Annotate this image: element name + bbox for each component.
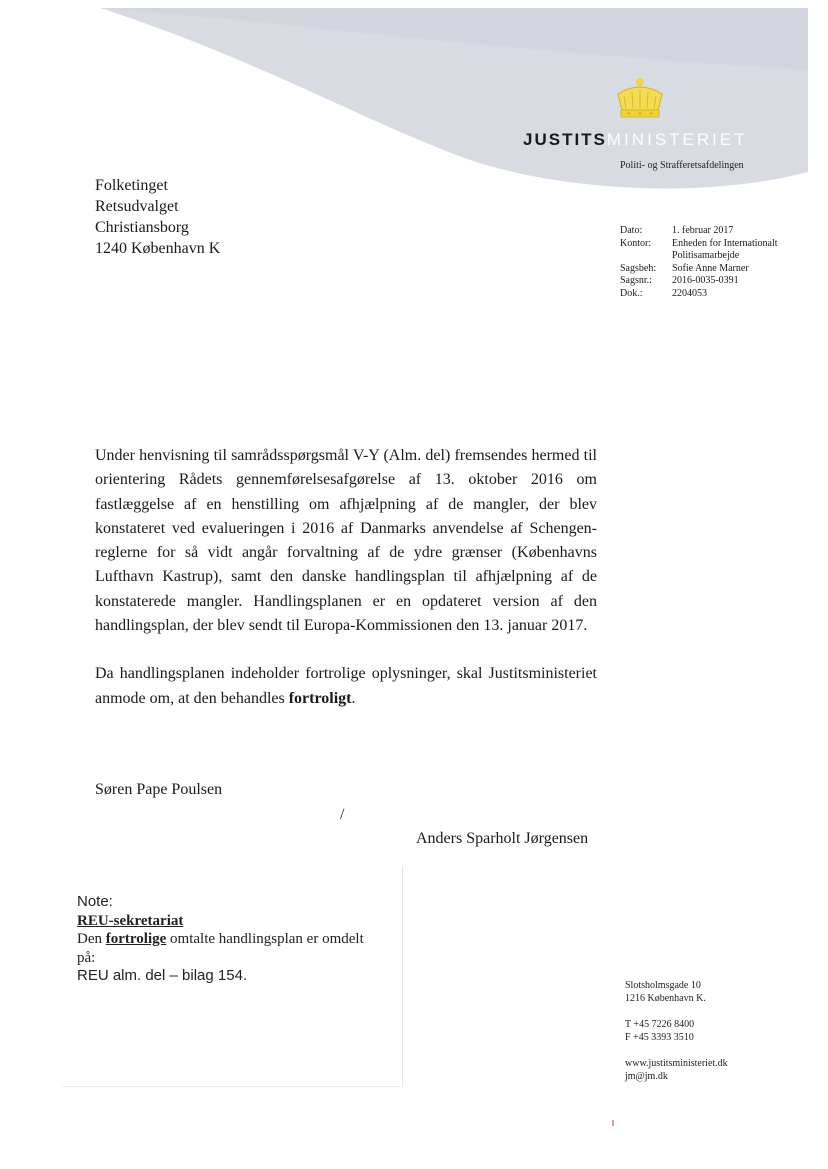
paragraph-2 xyxy=(95,662,597,711)
meta-document-number: 2204053 xyxy=(672,287,707,299)
signature-minister: Søren Pape Poulsen xyxy=(95,781,223,798)
meta-label: Sagsbeh: xyxy=(620,262,657,274)
scan-mark xyxy=(612,1120,614,1126)
note-line-1 xyxy=(77,930,377,967)
signature-separator: / xyxy=(340,806,345,823)
note-confidential: fortrolige xyxy=(105,931,167,947)
meta-office: Enheden for Internationalt Politisamarbejde xyxy=(672,237,778,261)
recipient-line: 1240 København K xyxy=(95,240,221,257)
address-website: www.justitsministeriet.dk xyxy=(625,1058,728,1069)
paragraph-1: Under henvisning til samrådsspørgsmål V-Y (Alm. del) fremsendes hermed til orientering Rådets gennemførelsesafgørelse af 13. oktober 2016 om fastlæggelse af en henstilling om afhjælpning af de mangler, der blev konstateret ved evalueringen i 2016 af Danmarks anvendelse af Schengenreglerne for så vidt angår forvaltning af de ydre grænser (Københavns Lufthavn Kastrup), samt den danske handlingsplan til afhjælpning af de konstaterede mangler. Handlingsplanen er en opdateret version af den handlingsplan, der blev sendt til Europa-Kommissionen den 13. januar 2017. xyxy=(95,447,597,635)
recipient-line: Christiansborg xyxy=(95,219,189,236)
paragraph-2-text: Da handlingsplanen indeholder fortrolige oplysninger, skal Justitsministeriet anmode om, at den behandles xyxy=(95,665,597,707)
address-phone: T +45 7226 8400 xyxy=(625,1019,695,1030)
address-email: jm@jm.dk xyxy=(625,1070,668,1082)
meta-label: Sagsnr.: xyxy=(620,275,652,286)
recipient-line: Folketinget xyxy=(95,177,168,194)
note-line-2: REU alm. del – bilag 154. xyxy=(77,967,248,984)
address-city: 1216 København K. xyxy=(625,992,706,1004)
note-line-1-post: omtalte handlingsplan er omdelt på: xyxy=(77,931,364,966)
logo-text-bold: JUSTITS xyxy=(523,130,607,149)
case-metadata xyxy=(620,225,800,300)
address-fax: F +45 3393 3510 xyxy=(625,1031,694,1043)
meta-caseworker: Sofie Anne Marner xyxy=(672,262,749,274)
ministry-address xyxy=(625,980,728,1083)
logo-text-light: MINISTERIET xyxy=(606,130,748,149)
confidential-emphasis: fortroligt xyxy=(288,689,352,707)
crown-icon xyxy=(612,76,668,124)
signature-official: Anders Sparholt Jørgensen xyxy=(416,830,589,847)
ministry-logo xyxy=(523,130,748,150)
note-box xyxy=(62,866,403,1087)
address-street: Slotsholmsgade 10 xyxy=(625,980,701,991)
letter-body xyxy=(95,444,597,735)
meta-label: Dok.: xyxy=(620,287,643,299)
note-content xyxy=(77,893,377,986)
note-label: Note: xyxy=(77,893,113,910)
meta-date: 1. februar 2017 xyxy=(672,225,734,236)
meta-case-number: 2016-0035-0391 xyxy=(672,275,739,286)
note-line-1-pre: Den xyxy=(77,931,106,947)
paragraph-2-end: . xyxy=(351,689,356,707)
department-name: Politi- og Strafferetsafdelingen xyxy=(620,160,744,171)
recipient-address xyxy=(95,175,220,259)
recipient-line: Retsudvalget xyxy=(95,198,179,215)
note-title: REU-sekretariat xyxy=(77,912,184,929)
meta-label: Dato: xyxy=(620,225,643,236)
meta-label: Kontor: xyxy=(620,237,652,249)
